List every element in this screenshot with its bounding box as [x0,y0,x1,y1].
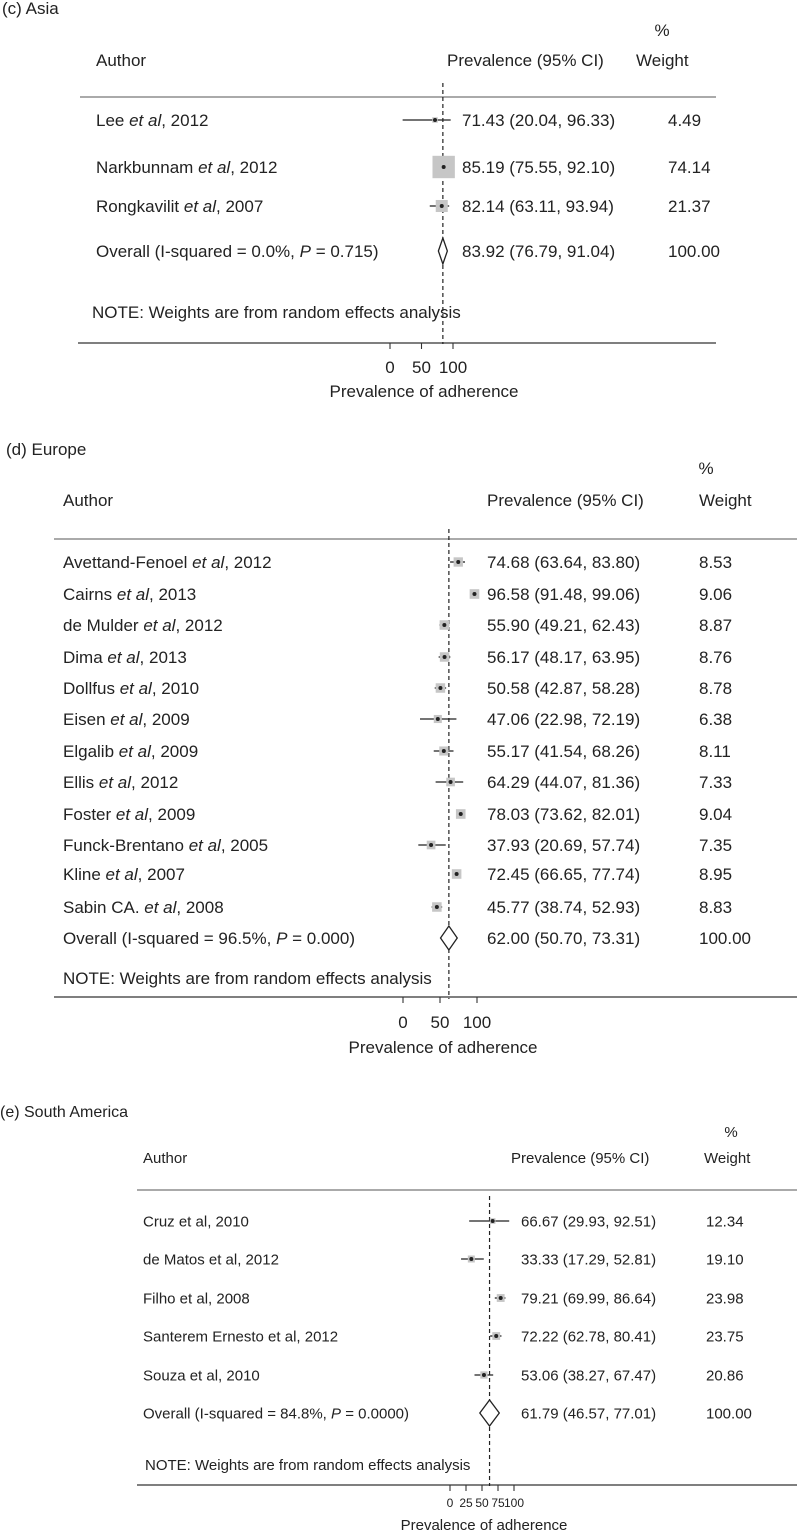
x-tick-label: 50 [430,1013,450,1032]
study-author-label: Avettand-Fenoel et al, 2012 [63,552,272,572]
study-ci-text: 74.68 (63.64, 83.80) [487,552,641,572]
study-ci-text: 56.17 (48.17, 63.95) [487,647,641,667]
study-author-label: Sabin CA. et al, 2008 [63,897,224,917]
study-ci-text: 78.03 (73.62, 82.01) [487,804,641,824]
header-author: Author [63,491,114,510]
study-author-label: Filho et al, 2008 [143,1290,250,1308]
study-point-estimate [436,717,440,721]
study-weight-text: 9.04 [699,804,733,824]
study-point-estimate [456,560,460,564]
study-weight-text: 9.06 [699,584,733,604]
overall-diamond [441,926,458,950]
x-tick-label: 100 [462,1013,492,1032]
study-weight-text: 8.53 [699,552,733,572]
study-weight-text: 12.34 [706,1213,744,1231]
study-author-label: Kline et al, 2007 [63,864,185,884]
panel-label: (c) Asia [2,0,59,18]
study-point-estimate [482,1373,486,1377]
study-weight-text: 8.83 [699,897,733,917]
x-axis-label: Prevalence of adherence [348,1038,538,1057]
study-author-label: Dima et al, 2013 [63,647,187,667]
study-weight-text: 8.78 [699,678,733,698]
study-ci-text: 82.14 (63.11, 93.94) [462,196,614,216]
study-point-estimate [469,1257,473,1261]
x-tick-label: 25 [459,1496,473,1510]
study-weight-text: 20.86 [706,1367,744,1385]
study-author-label: Elgalib et al, 2009 [63,741,199,761]
overall-weight-text: 100.00 [699,928,751,948]
study-author-label: Cruz et al, 2010 [143,1213,249,1231]
study-author-label: de Matos et al, 2012 [143,1251,279,1269]
study-weight-text: 7.33 [699,772,733,792]
study-point-estimate [449,780,453,784]
study-ci-text: 85.19 (75.55, 92.10) [462,157,616,177]
study-weight-text: 21.37 [668,196,711,216]
study-ci-text: 72.22 (62.78, 80.41) [521,1328,657,1346]
study-ci-text: 33.33 (17.29, 52.81) [521,1251,657,1269]
study-ci-text: 45.77 (38.74, 52.93) [487,897,641,917]
study-point-estimate [433,118,437,122]
study-author-label: Funck-Brentano et al, 2005 [63,835,269,855]
panel-label: (d) Europe [6,440,87,459]
study-point-estimate [442,165,446,169]
study-ci-text: 53.06 (38.27, 67.47) [521,1367,657,1385]
study-point-estimate [455,872,459,876]
header-estimate: Prevalence (95% CI) [511,1150,650,1167]
study-ci-text: 72.45 (66.65, 77.74) [487,864,641,884]
study-ci-text: 37.93 (20.69, 57.74) [487,835,641,855]
study-weight-text: 4.49 [668,110,702,130]
header-estimate: Prevalence (95% CI) [447,51,604,70]
study-ci-text: 71.43 (20.04, 96.33) [462,110,616,130]
overall-weight-text: 100.00 [668,241,720,261]
overall-weight-text: 100.00 [706,1405,752,1423]
x-axis-label: Prevalence of adherence [329,382,519,401]
x-tick-label: 100 [503,1496,525,1510]
study-point-estimate [499,1296,503,1300]
study-point-estimate [494,1334,498,1338]
forest-plot-south-america [0,1098,800,1531]
study-point-estimate [442,749,446,753]
study-point-estimate [429,843,433,847]
study-weight-text: 8.95 [699,864,733,884]
study-author-label: Rongkavilit et al, 2007 [96,196,264,216]
study-weight-text: 8.76 [699,647,733,667]
forest-plot-europe [0,432,800,1064]
forest-plot-south-america-svg [0,1098,800,1531]
panel-label: (e) South America [0,1104,129,1121]
overall-ci-text: 61.79 (46.57, 77.01) [521,1405,657,1423]
study-ci-text: 50.58 (42.87, 58.28) [487,678,641,698]
study-author-label: de Mulder et al, 2012 [63,615,223,635]
overall-label: Overall (I-squared = 84.8%, P = 0.0000) [143,1405,409,1423]
weights-note: NOTE: Weights are from random effects analysis [63,969,432,988]
x-tick-label: 100 [438,358,468,377]
study-point-estimate [438,686,442,690]
overall-diamond [480,1400,499,1426]
header-weight-percent: % [698,459,714,478]
study-author-label: Foster et al, 2009 [63,804,196,824]
overall-label: Overall (I-squared = 96.5%, P = 0.000) [63,928,355,948]
study-point-estimate [440,204,444,208]
x-tick-label: 0 [385,358,395,377]
x-tick-label: 50 [475,1496,489,1510]
study-ci-text: 47.06 (22.98, 72.19) [487,709,641,729]
study-author-label: Lee et al, 2012 [96,110,209,130]
header-weight: Weight [636,51,689,70]
overall-ci-text: 83.92 (76.79, 91.04) [462,241,616,261]
study-author-label: Ellis et al, 2012 [63,772,179,792]
overall-ci-text: 62.00 (50.70, 73.31) [487,928,641,948]
study-ci-text: 64.29 (44.07, 81.36) [487,772,641,792]
study-author-label: Eisen et al, 2009 [63,709,190,729]
weights-note: NOTE: Weights are from random effects analysis [145,1457,471,1474]
overall-diamond [438,238,447,264]
forest-plot-asia [0,0,800,415]
study-weight-text: 7.35 [699,835,733,855]
study-author-label: Narkbunnam et al, 2012 [96,157,278,177]
study-weight-text: 8.11 [699,741,731,761]
header-weight-percent: % [724,1124,738,1141]
forest-plot-europe-svg [0,432,800,1064]
study-weight-text: 23.75 [706,1328,744,1346]
study-weight-text: 23.98 [706,1290,744,1308]
study-weight-text: 8.87 [699,615,733,635]
study-ci-text: 55.17 (41.54, 68.26) [487,741,641,761]
study-point-estimate [459,812,463,816]
header-author: Author [96,51,147,70]
header-weight: Weight [704,1150,751,1167]
study-ci-text: 55.90 (49.21, 62.43) [487,615,641,635]
study-author-label: Cairns et al, 2013 [63,584,197,604]
study-point-estimate [443,655,447,659]
study-weight-text: 6.38 [699,709,733,729]
header-weight: Weight [699,491,752,510]
study-point-estimate [435,905,439,909]
x-axis-label: Prevalence of adherence [400,1517,568,1531]
study-ci-text: 79.21 (69.99, 86.64) [521,1290,657,1308]
forest-plot-asia-svg [0,0,800,415]
header-estimate: Prevalence (95% CI) [487,491,644,510]
study-ci-text: 66.67 (29.93, 92.51) [521,1213,657,1231]
x-tick-label: 75 [491,1496,505,1510]
study-weight-text: 74.14 [668,157,711,177]
study-point-estimate [472,592,476,596]
x-tick-label: 0 [398,1013,408,1032]
study-weight-text: 19.10 [706,1251,744,1269]
x-tick-label: 50 [412,358,431,377]
x-tick-label: 0 [446,1496,454,1510]
header-author: Author [143,1150,188,1167]
study-author-label: Santerem Ernesto et al, 2012 [143,1328,339,1346]
weights-note: NOTE: Weights are from random effects analysis [92,303,461,322]
overall-label: Overall (I-squared = 0.0%, P = 0.715) [96,241,379,261]
study-author-label: Dollfus et al, 2010 [63,678,200,698]
header-weight-percent: % [654,21,670,40]
study-ci-text: 96.58 (91.48, 99.06) [487,584,641,604]
study-point-estimate [442,623,446,627]
study-author-label: Souza et al, 2010 [143,1367,260,1385]
study-point-estimate [491,1219,495,1223]
